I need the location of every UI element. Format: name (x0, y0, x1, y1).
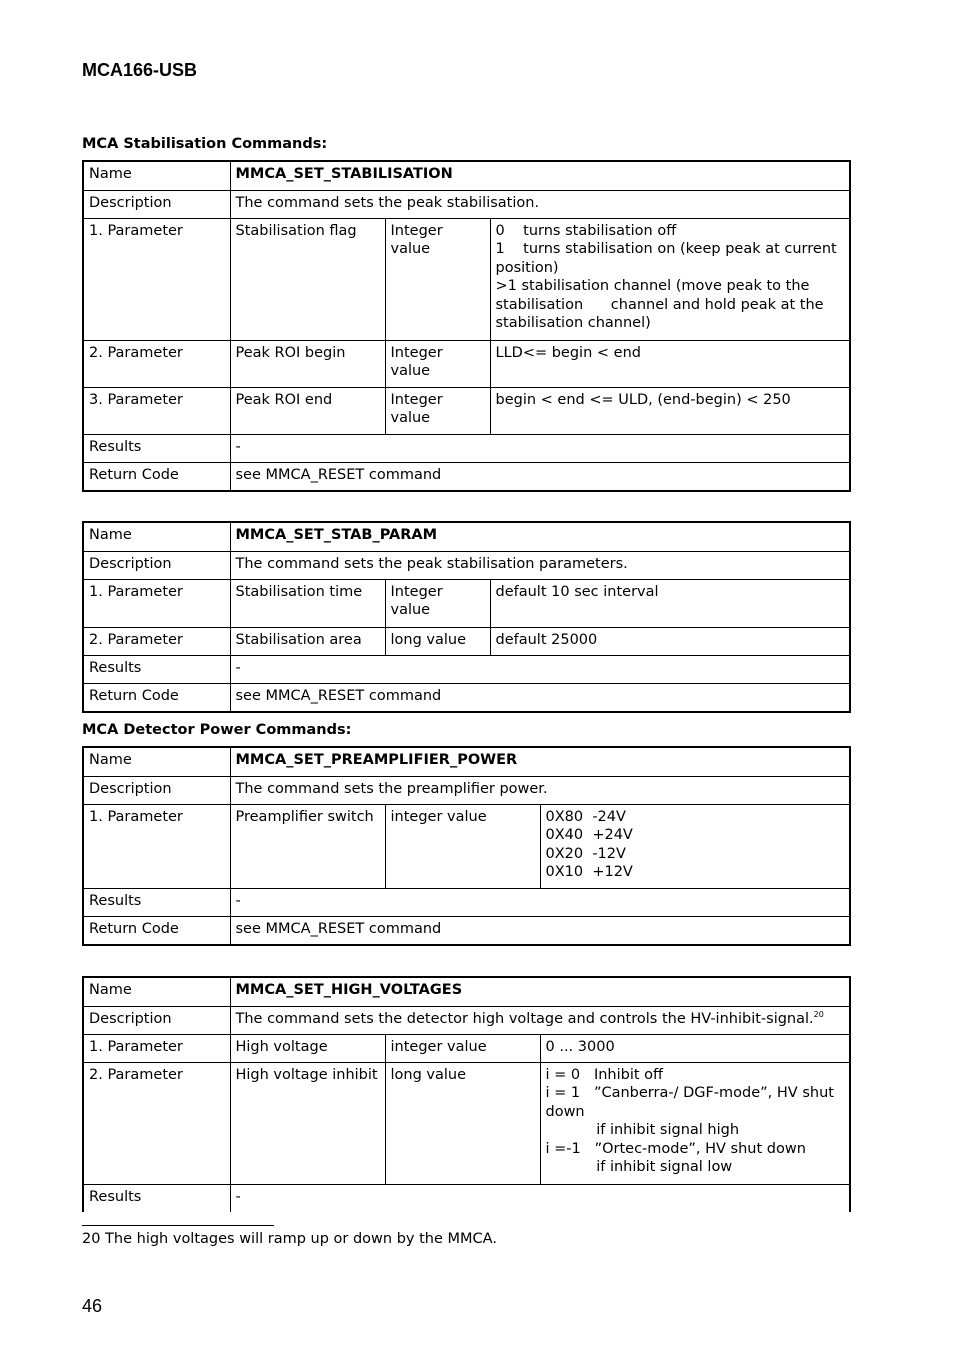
stab-param-command-table (82, 521, 851, 713)
table-row (83, 1006, 850, 1034)
description-label: Description (83, 551, 230, 579)
document-header: MCA166-USB (82, 60, 198, 80)
table-row (83, 804, 850, 888)
high-voltages-command-table (82, 976, 851, 1212)
description-text: The command sets the detector high voltage and controls the HV-inhibit-signal. (235, 1010, 814, 1027)
param2-label: 2. Parameter (83, 627, 230, 655)
param1-description: 0 turns stabilisation off 1 turns stabilisation on (keep peak at current position) >1 stabilisation channel (move peak to the stabilisation channel and hold peak at the stabilisation channel) (490, 218, 850, 340)
param1-type: integer value (385, 1034, 540, 1062)
results-label: Results (83, 655, 230, 683)
command-name: MMCA_SET_STAB_PARAM (230, 522, 850, 551)
table-row (83, 218, 850, 340)
param1-name: Preamplifier switch (230, 804, 385, 888)
command-description: The command sets the preamplifier power. (230, 776, 850, 804)
return-code-label: Return Code (83, 683, 230, 712)
footnote-divider (82, 1225, 274, 1226)
param3-type: Integer value (385, 387, 490, 434)
param2-type: Integer value (385, 340, 490, 387)
description-label: Description (83, 190, 230, 218)
table-row (83, 655, 850, 683)
table-row (83, 1062, 850, 1184)
param3-name: Peak ROI end (230, 387, 385, 434)
param2-description: default 25000 (490, 627, 850, 655)
param2-name: High voltage inhibit (230, 1062, 385, 1184)
return-code-value: see MMCA_RESET command (230, 916, 850, 945)
param1-description: default 10 sec interval (490, 579, 850, 627)
return-code-value: see MMCA_RESET command (230, 683, 850, 712)
description-label: Description (83, 1006, 230, 1034)
param2-name: Stabilisation area (230, 627, 385, 655)
table-row (83, 1034, 850, 1062)
table-row (83, 161, 850, 190)
name-label: Name (83, 161, 230, 190)
param2-description: LLD<= begin < end (490, 340, 850, 387)
param2-label: 2. Parameter (83, 340, 230, 387)
table-row (83, 340, 850, 387)
command-description (230, 1006, 850, 1034)
param2-description: i = 0 Inhibit off i = 1 ”Canberra-/ DGF-mode”, HV shut down if inhibit signal high i =-1 ”Ortec-mode”, HV shut down if inhibit signal low (540, 1062, 850, 1184)
name-label: Name (83, 522, 230, 551)
param1-label: 1. Parameter (83, 218, 230, 340)
param1-type: integer value (385, 804, 540, 888)
return-code-label: Return Code (83, 462, 230, 491)
param1-description: 0 ... 3000 (540, 1034, 850, 1062)
name-label: Name (83, 747, 230, 776)
command-name: MMCA_SET_HIGH_VOLTAGES (230, 977, 850, 1006)
param1-name: High voltage (230, 1034, 385, 1062)
param1-type: Integer value (385, 218, 490, 340)
footnote-reference: 20 (813, 1009, 824, 1019)
stabilisation-section-title: MCA Stabilisation Commands: (82, 136, 328, 152)
param2-label: 2. Parameter (83, 1062, 230, 1184)
table-row (83, 579, 850, 627)
param1-label: 1. Parameter (83, 579, 230, 627)
results-value: - (230, 888, 850, 916)
param1-label: 1. Parameter (83, 1034, 230, 1062)
table-row (83, 747, 850, 776)
detector-power-section-title: MCA Detector Power Commands: (82, 722, 352, 738)
param1-name: Stabilisation flag (230, 218, 385, 340)
footnote: 20 The high voltages will ramp up or down by the MMCA. (82, 1231, 497, 1247)
param2-type: long value (385, 627, 490, 655)
table-row (83, 888, 850, 916)
table-row (83, 683, 850, 712)
param1-type: Integer value (385, 579, 490, 627)
table-row (83, 1184, 850, 1212)
param3-description: begin < end <= ULD, (end-begin) < 250 (490, 387, 850, 434)
param1-description: 0X80 -24V 0X40 +24V 0X20 -12V 0X10 +12V (540, 804, 850, 888)
command-description: The command sets the peak stabilisation parameters. (230, 551, 850, 579)
table-row (83, 522, 850, 551)
page-number: 46 (82, 1296, 103, 1316)
preamplifier-power-command-table (82, 746, 851, 946)
command-description: The command sets the peak stabilisation. (230, 190, 850, 218)
name-label: Name (83, 977, 230, 1006)
results-value: - (230, 434, 850, 462)
table-row (83, 434, 850, 462)
param1-label: 1. Parameter (83, 804, 230, 888)
table-row (83, 977, 850, 1006)
param3-label: 3. Parameter (83, 387, 230, 434)
table-row (83, 387, 850, 434)
return-code-label: Return Code (83, 916, 230, 945)
table-row (83, 627, 850, 655)
description-label: Description (83, 776, 230, 804)
table-row (83, 776, 850, 804)
results-label: Results (83, 1184, 230, 1212)
stabilisation-command-table (82, 160, 851, 492)
results-value: - (230, 655, 850, 683)
param1-name: Stabilisation time (230, 579, 385, 627)
table-row (83, 551, 850, 579)
return-code-value: see MMCA_RESET command (230, 462, 850, 491)
results-label: Results (83, 888, 230, 916)
command-name: MMCA_SET_PREAMPLIFIER_POWER (230, 747, 850, 776)
results-label: Results (83, 434, 230, 462)
table-row (83, 190, 850, 218)
param2-name: Peak ROI begin (230, 340, 385, 387)
results-value: - (230, 1184, 850, 1212)
table-row (83, 916, 850, 945)
table-row (83, 462, 850, 491)
command-name: MMCA_SET_STABILISATION (230, 161, 850, 190)
param2-type: long value (385, 1062, 540, 1184)
